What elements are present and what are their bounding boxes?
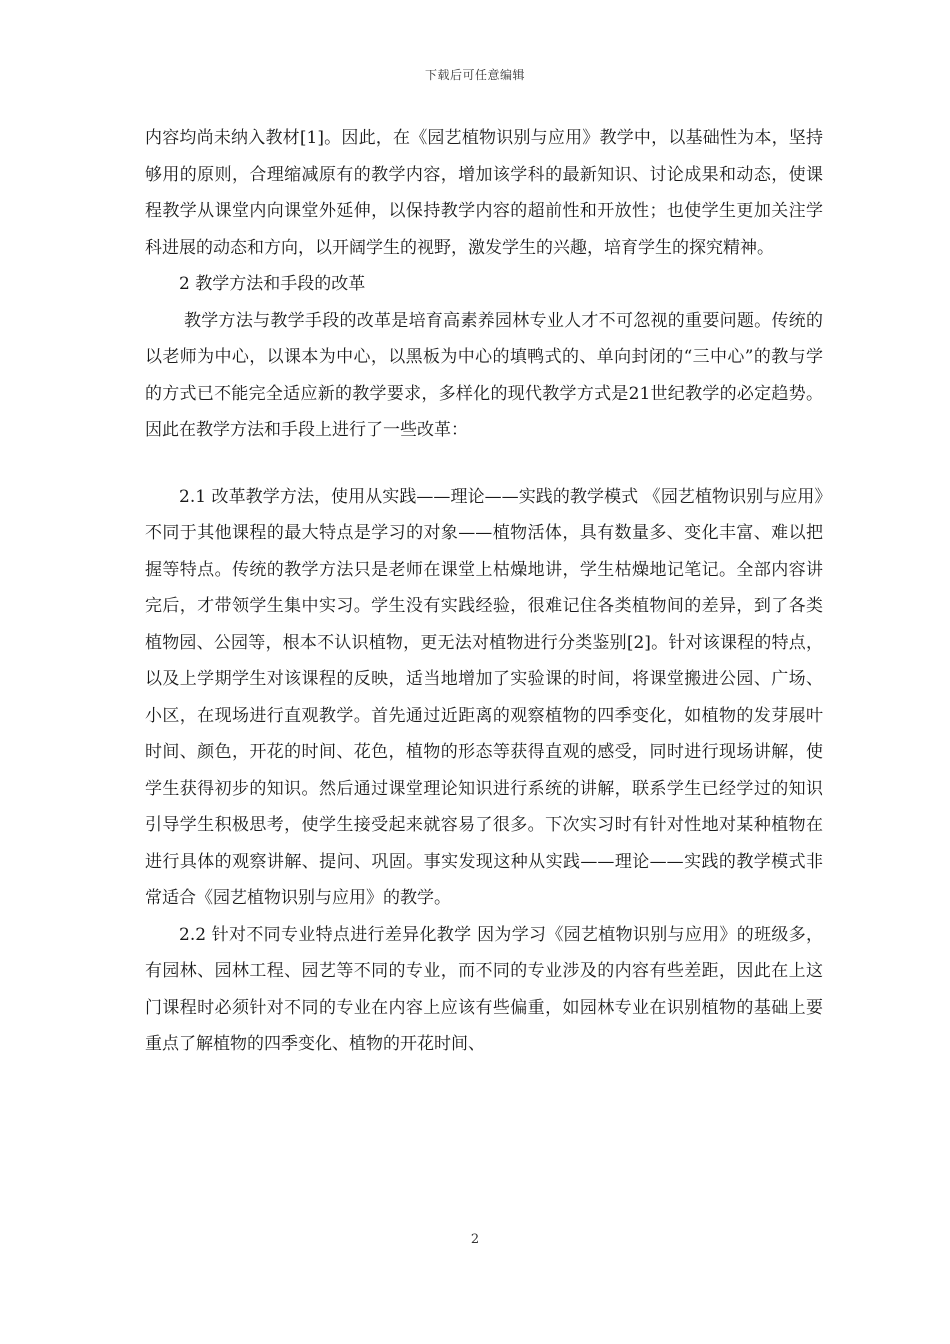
section-heading-teaching-methods: 2 教学方法和手段的改革	[179, 274, 366, 294]
paragraph-teaching-content: 内容均尚未纳入教材[1]。因此，在《园艺植物识别与应用》教学中，以基础性为本，坚持够用的原则，合理缩减原有的教学内容，增加该学科的最新知识、讨论成果和动态，使课程教学从课堂内向课堂外延伸，以保持教学内容的超前性和开放性；也使学生更加关注学科进展的动态和方向，以开阔学生的视野，激发学生的兴趣，培育学生的探究精神。	[145, 128, 823, 258]
paragraph-differentiated-teaching: 2.2 针对不同专业特点进行差异化教学 因为学习《园艺植物识别与应用》的班级多，有园林、园林工程、园艺等不同的专业，而不同的专业涉及的内容有些差距，因此在上这门课程时必须针对不同的专业在内容上应该有些偏重，如园林专业在识别植物的基础上要重点了解植物的四季变化、植物的开花时间、	[145, 924, 823, 1054]
paragraph-method-reform-intro: 教学方法与教学手段的改革是培育高素养园林专业人才不可忽视的重要问题。传统的以老师为中心，以课本为中心，以黑板为中心的填鸭式的、单向封闭的“三中心”的教与学的方式已不能完全适应新的教学要求，多样化的现代教学方式是21世纪教学的必定趋势。因此在教学方法和手段上进行了一些改革：	[145, 310, 823, 440]
paragraph-spacer	[145, 449, 823, 479]
paragraph-practice-theory-practice: 2.1 改革教学方法，使用从实践——理论——实践的教学模式 《园艺植物识别与应用》不同于其他课程的最大特点是学习的对象——植物活体，具有数量多、变化丰富、难以把握等特点。传统的教学方法只是老师在课堂上枯燥地讲，学生枯燥地记笔记。全部内容讲完后，才带领学生集中实习。学生没有实践经验，很难记住各类植物间的差异，到了各类植物园、公园等，根本不认识植物，更无法对植物进行分类鉴别[2]。针对该课程的特点，以及上学期学生对该课程的反映，适当地增加了实验课的时间，将课堂搬进公园、广场、小区，在现场进行直观教学。首先通过近距离的观察植物的四季变化，如植物的发芽展叶时间、颜色，开花的时间、花色，植物的形态等获得直观的感受，同时进行现场讲解，使学生获得初步的知识。然后通过课堂理论知识进行系统的讲解，联系学生已经学过的知识引导学生积极思考，使学生接受起来就容易了很多。下次实习时有针对性地对某种植物在进行具体的观察讲解、提问、巩固。事实发现这种从实践——理论——实践的教学模式非常适合《园艺植物识别与应用》的教学。	[145, 486, 823, 908]
page-header: 下载后可任意编辑	[424, 68, 525, 82]
document-body	[145, 120, 823, 1063]
page-number: 2	[470, 1232, 480, 1247]
